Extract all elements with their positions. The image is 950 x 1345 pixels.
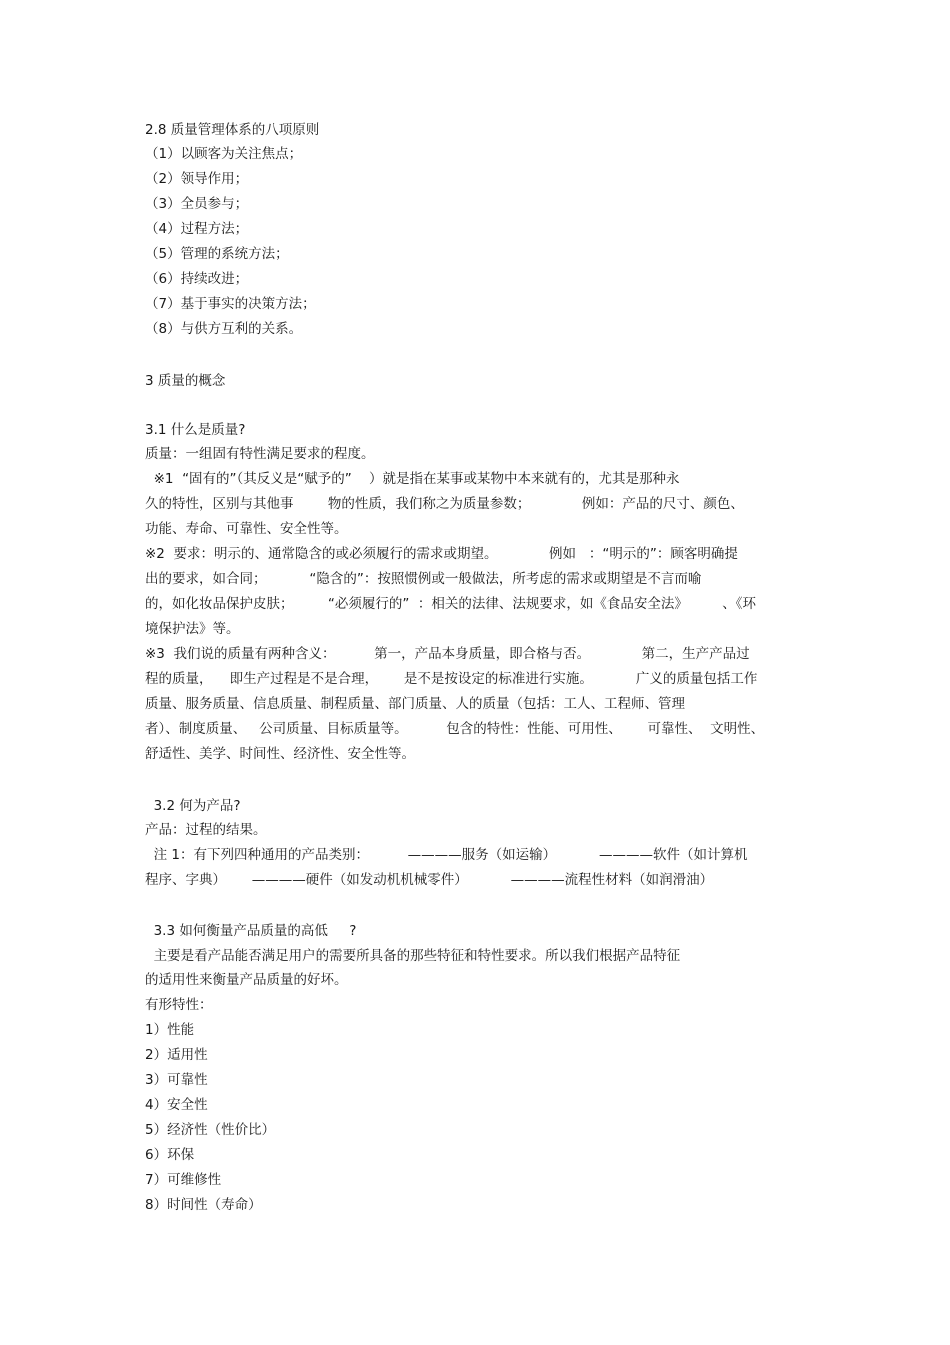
paragraph-line: 主要是看产品能否满足用户的需要所具备的那些特征和特性要求。所以我们根据产品特征 [145, 948, 681, 964]
section-heading-3-2: 3.2 何为产品? [145, 798, 241, 814]
characteristic-item: 6）环保 [145, 1147, 195, 1163]
paragraph-line: 质量、服务质量、信息质量、制程质量、部门质量、人的质量（包括：工人、工程师、管理 [145, 696, 685, 712]
paragraph-line: ※2 要求：明示的、通常隐含的或必须履行的需求或期望。 例如 ：“明示的”：顾客明确提 [145, 546, 738, 562]
paragraph-line: 功能、寿命、可靠性、安全性等。 [145, 521, 348, 537]
paragraph-line: 舒适性、美学、时间性、经济性、安全性等。 [145, 746, 415, 762]
paragraph-line: 出的要求，如合同； “隐含的”：按照惯例或一般做法，所考虑的需求或期望是不言而喻 [145, 571, 702, 587]
principle-item: （3）全员参与； [145, 196, 249, 212]
paragraph-line: 有形特性： [145, 997, 213, 1013]
characteristic-item: 2）适用性 [145, 1047, 208, 1063]
paragraph-line: 程的质量， 即生产过程是不是合理， 是不是按设定的标准进行实施。 广义的质量包括工作 [145, 671, 758, 687]
section-heading-2-8: 2.8 质量管理体系的八项原则 [145, 122, 320, 138]
paragraph-line: 质量：一组固有特性满足要求的程度。 [145, 446, 375, 462]
paragraph-line: 者）、制度质量、 公司质量、目标质量等。 包含的特性：性能、可用性、 可靠性、 文明性、 [145, 721, 765, 737]
paragraph-line: 产品：过程的结果。 [145, 822, 267, 838]
paragraph-line: 注 1：有下列四种通用的产品类别： ————服务（如运输） ————软件（如计算机 [145, 847, 748, 863]
paragraph-line: ※3 我们说的质量有两种含义： 第一，产品本身质量，即合格与否。 第二，生产产品过 [145, 646, 750, 662]
principle-item: （7）基于事实的决策方法； [145, 296, 316, 312]
principle-item: （1）以顾客为关注焦点； [145, 146, 303, 162]
paragraph-line: ※1 “固有的”（其反义是“赋予的” ）就是指在某事或某物中本来就有的，尤其是那种永 [145, 471, 680, 487]
paragraph-line: 的，如化妆品保护皮肤； “必须履行的” ：相关的法律、法规要求，如《食品安全法》 、《环 [145, 596, 756, 612]
paragraph-line: 程序、字典） ————硬件（如发动机机械零件） ————流程性材料（如润滑油） [145, 872, 714, 888]
principle-item: （6）持续改进； [145, 271, 249, 287]
principle-item: （4）过程方法； [145, 221, 249, 237]
characteristic-item: 5）经济性（性价比） [145, 1122, 276, 1138]
paragraph-line: 境保护法》等。 [145, 621, 240, 637]
section-heading-3: 3 质量的概念 [145, 373, 226, 389]
paragraph-line: 久的特性，区别与其他事 物的性质，我们称之为质量参数； 例如：产品的尺寸、颜色、 [145, 496, 744, 512]
characteristic-item: 3）可靠性 [145, 1072, 208, 1088]
section-heading-3-1: 3.1 什么是质量? [145, 422, 246, 438]
principle-item: （5）管理的系统方法； [145, 246, 289, 262]
section-heading-3-3: 3.3 如何衡量产品质量的高低 ? [145, 923, 357, 939]
characteristic-item: 8）时间性（寿命） [145, 1197, 262, 1213]
characteristic-item: 7）可维修性 [145, 1172, 222, 1188]
paragraph-line: 的适用性来衡量产品质量的好坏。 [145, 972, 348, 988]
principle-item: （2）领导作用； [145, 171, 249, 187]
principle-item: （8）与供方互利的关系。 [145, 321, 303, 337]
characteristic-item: 1）性能 [145, 1022, 195, 1038]
characteristic-item: 4）安全性 [145, 1097, 208, 1113]
